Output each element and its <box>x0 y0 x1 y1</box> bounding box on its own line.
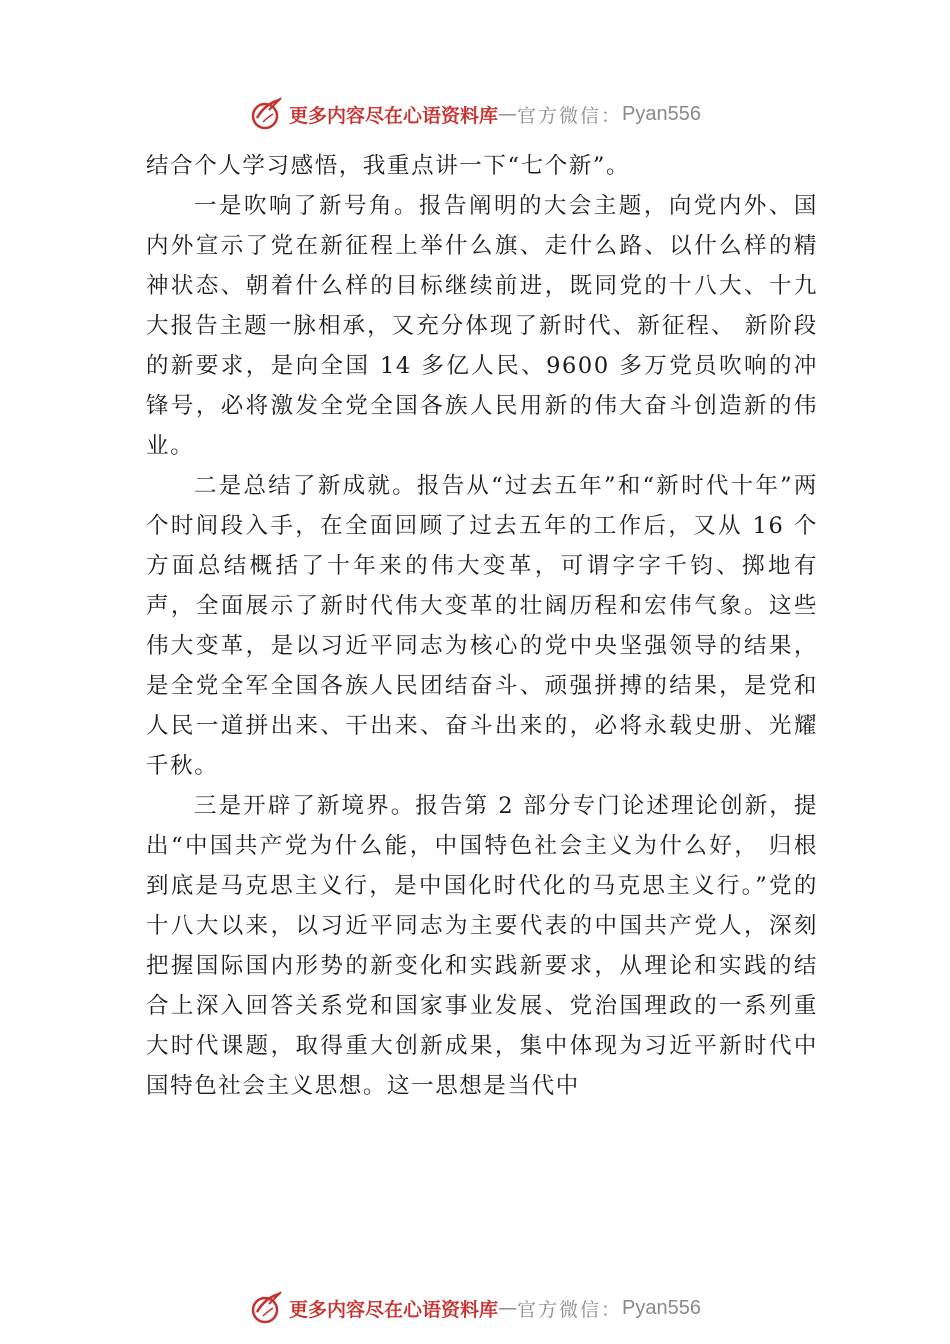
paragraph-three: 三是开辟了新境界。报告第 2 部分专门论述理论创新，提出“中国共产党为什么能，中国特色社会主义为什么好， 归根到底是马克思主义行，是中国化时代化的马克思主义行。”党的十八大以来，以习近平同志为主要代表的中国共产党人，深刻把握国际国内形势的新变化和实践新要求，从理论和实践的结合上深入回答关系党和国家事业发展、党治国理政的一系列重大时代课题，取得重大创新成果，集中体现为习近平新时代中国特色社会主义思想。这一思想是当代中 <box>146 793 818 1099</box>
banner-separator: — <box>498 103 518 125</box>
wechat-label: 官方微信： <box>517 104 623 127</box>
wechat-id: Pyan556 <box>622 1296 701 1319</box>
paragraph-intro: 结合个人学习感悟，我重点讲一下“七个新”。 <box>146 153 631 179</box>
brand-logo-icon <box>249 1290 285 1326</box>
wechat-label: 官方微信： <box>517 1298 623 1321</box>
brand-logo-icon <box>249 96 285 132</box>
brand-text: 更多内容尽在心语资料库 <box>289 1298 499 1321</box>
paragraph-one: 一是吹响了新号角。报告阐明的大会主题，向党内外、国内外宣示了党在新征程上举什么旗、走什么路、以什么样的精神状态、朝着什么样的目标继续前进，既同党的十八大、十九大报告主题一脉相承，又充分体现了新时代、新征程、 新阶段的新要求，是向全国 14 多亿人民、9600 多万党员吹响的冲锋号，必将激发全党全国各族人民用新的伟大奋斗创造新的伟业。 <box>146 193 818 459</box>
header-banner <box>0 94 950 134</box>
paragraph-two: 二是总结了新成就。报告从“过去五年”和“新时代十年”两个时间段入手，在全面回顾了过去五年的工作后，又从 16 个方面总结概括了十年来的伟大变革，可谓字字千钧、掷地有声，全面展示了新时代伟大变革的壮阔历程和宏伟气象。这些伟大变革，是以习近平同志为核心的党中央坚强领导的结果，是全党全军全国各族人民团结奋斗、顽强拼搏的结果，是党和人民一道拼出来、干出来、奋斗出来的，必将永载史册、光耀千秋。 <box>146 473 818 779</box>
footer-banner <box>0 1288 950 1328</box>
document-body <box>146 146 818 1106</box>
banner-separator: — <box>498 1297 518 1319</box>
wechat-id: Pyan556 <box>622 102 701 125</box>
brand-text: 更多内容尽在心语资料库 <box>289 104 499 127</box>
